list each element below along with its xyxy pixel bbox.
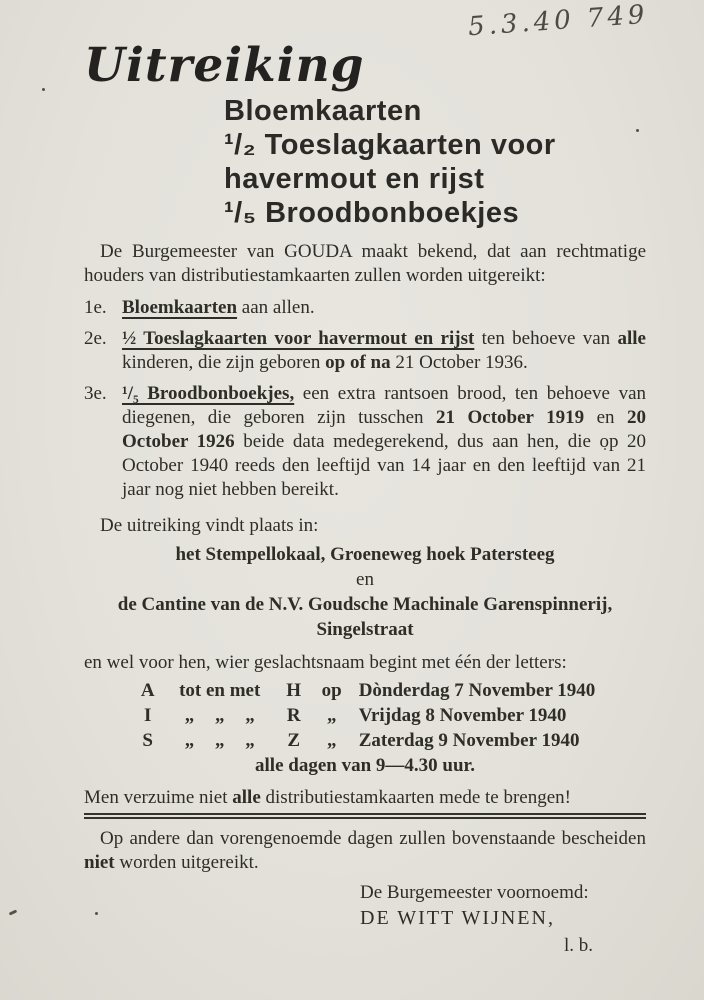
list-item-1e [84, 296, 646, 320]
letters-intro: en wel voor hen, wier geslachtsnaam begint met één der letters: [84, 652, 567, 673]
subtitle-line-1: Bloemkaarten [224, 95, 422, 127]
schedule-to-letter: H [286, 680, 302, 701]
item-number: 1e. [84, 297, 107, 318]
intro-paragraph: De Burgemeester van GOUDA maakt bekend, dat aan rechtmatige houders van distributiestamkaarten zullen worden uitgereikt: [84, 241, 646, 286]
item-rest: 21 October 1936. [390, 352, 528, 373]
bold-date: 21 October 1919 [436, 407, 585, 428]
schedule-from-letter: A [140, 680, 155, 701]
paper-speck [42, 88, 45, 91]
subtitle-line-2: ¹/₂ Toeslagkaarten voor [224, 129, 556, 161]
signature-name: DE WITT WIJNEN, [360, 907, 555, 929]
item-rest: een extra rantsoen brood, ten behoeve van diegenen, die geboren zijn tusschen [122, 383, 647, 428]
item-text [122, 382, 646, 502]
bold-word: alle [617, 328, 646, 349]
warning-text: Men verzuime niet [84, 787, 233, 808]
item-lead: Bloemkaarten [122, 297, 238, 318]
location-line-2: de Cantine van de N.V. Goudsche Machinale Garenspinnerij, [117, 594, 613, 615]
list-item-2e [84, 327, 646, 375]
warning-text: distributiestamkaarten mede te brengen! [260, 787, 571, 808]
bold-date: 20 October 1926 [122, 407, 646, 452]
paper-speck [9, 909, 18, 915]
schedule-range-words: tot en met [179, 680, 261, 701]
issuance-list [84, 296, 646, 502]
location-block [84, 542, 646, 642]
location-line-1: het Stempellokaal, Groeneweg hoek Patersteeg [175, 544, 555, 565]
closing-text: worden uitgereikt. [114, 852, 259, 873]
warning-line [84, 786, 646, 819]
item-text [122, 296, 646, 320]
bold-word: alle [232, 787, 261, 808]
item-text [122, 327, 646, 375]
signature-suffix: l. b. [564, 935, 594, 956]
item-rest: kinderen, die zijn geboren [122, 352, 326, 373]
item-lead: ¹/₅ Broodbonboekjes, [122, 383, 295, 404]
item-rest: en [584, 407, 627, 428]
schedule-ditto-mark: „ [326, 705, 337, 726]
location-connector: en [356, 569, 374, 590]
bold-word: op of na [325, 352, 391, 373]
signature-role: De Burgemeester voornoemd: [360, 882, 589, 903]
schedule-ditto-marks: „ „ „ [184, 730, 255, 751]
schedule-ditto-mark: „ [326, 730, 337, 751]
item-number: 2e. [84, 328, 107, 349]
location-line-3: Singelstraat [316, 619, 414, 640]
schedule-table [135, 678, 596, 753]
schedule-op-word: op [321, 680, 342, 701]
subtitle-line-4: ¹/₅ Broodbonboekjes [224, 197, 520, 229]
schedule-to-letter: Z [287, 730, 301, 751]
item-rest: ten behoeve van [474, 328, 618, 349]
signature-block [360, 881, 646, 958]
closing-text: Op andere dan vorengenoemde dagen zullen bovenstaande bescheiden [100, 828, 646, 849]
bold-word: niet [84, 852, 115, 873]
schedule-from-letter: I [143, 705, 152, 726]
item-rest: beide data medegerekend, dus aan hen, die op 20 October 1940 reeds den leeftijd van 14 jaar en den leeftijd van 21 jaar nog niet hebben bereikt. [122, 431, 646, 500]
closing-paragraph [84, 827, 646, 875]
handwritten-archive-note: 5.3.40 749 [467, 0, 650, 43]
item-number: 3e. [84, 383, 107, 404]
item-rest: aan allen. [237, 297, 315, 318]
schedule-date: Dònderdag 7 November 1940 [358, 680, 596, 701]
list-item-3e [84, 382, 646, 502]
document-content [84, 0, 646, 958]
page-title: Uitreiking [84, 38, 365, 93]
schedule-date: Vrijdag 8 November 1940 [358, 705, 567, 726]
item-lead: ½ Toeslagkaarten voor havermout en rijst [122, 328, 475, 349]
schedule-to-letter: R [286, 705, 301, 726]
schedule-date: Zaterdag 9 November 1940 [358, 730, 580, 751]
subtitle-block [224, 94, 646, 230]
location-intro: De uitreiking vindt plaats in: [100, 515, 319, 536]
schedule-hours: alle dagen van 9—4.30 uur. [255, 755, 475, 776]
subtitle-line-3: havermout en rijst [224, 163, 485, 195]
schedule-from-letter: S [142, 730, 153, 751]
schedule-ditto-marks: „ „ „ [184, 705, 255, 726]
